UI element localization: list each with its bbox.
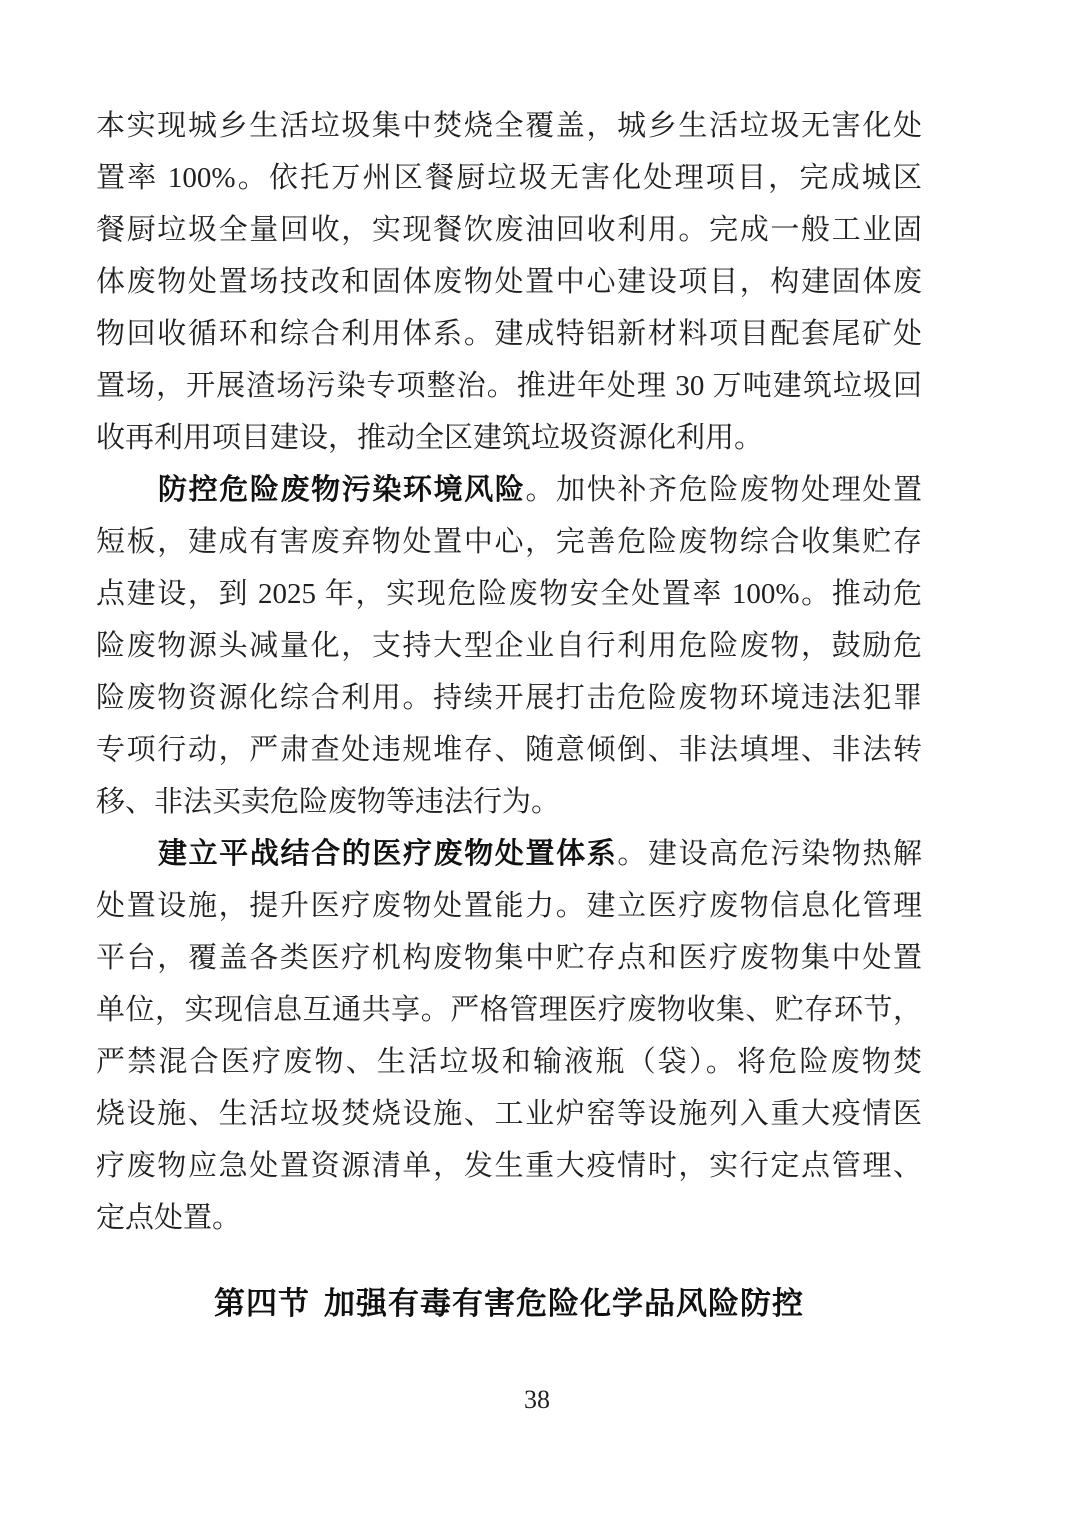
text-line [96, 100, 922, 152]
content-block [96, 100, 922, 1330]
text-line [96, 308, 922, 360]
paragraph-text: 物回收循环和综合利用体系。建成特铝新材料项目配套尾矿处 [96, 318, 922, 350]
paragraph-lead-bold: 建立平战结合的医疗废物处置体系 [158, 838, 618, 870]
section-heading-title: 加强有毒有害危险化学品风险防控 [324, 1286, 804, 1321]
text-line [96, 152, 922, 204]
text-line [96, 932, 922, 984]
text-line [96, 516, 922, 568]
text-line [96, 1036, 922, 1088]
text-line [96, 984, 922, 1036]
paragraph-text: 餐厨垃圾全量回收，实现餐饮废油回收利用。完成一般工业固 [96, 214, 922, 246]
text-line [96, 620, 922, 672]
paragraph-text: 处置设施，提升医疗废物处置能力。建立医疗废物信息化管理 [96, 890, 922, 922]
text-line [96, 464, 922, 516]
section-heading-number: 第四节 [214, 1286, 310, 1321]
paragraph-text: 平台，覆盖各类医疗机构废物集中贮存点和医疗废物集中处置 [96, 942, 922, 974]
paragraph-text: 收再利用项目建设，推动全区建筑垃圾资源化利用。 [96, 422, 764, 454]
body-text [96, 100, 922, 1244]
paragraph-text: 烧设施、生活垃圾焚烧设施、工业炉窑等设施列入重大疫情医 [96, 1098, 922, 1130]
paragraph-text: 置场，开展渣场污染专项整治。推进年处理 30 万吨建筑垃圾回 [96, 370, 922, 402]
paragraph [96, 100, 922, 464]
text-line [96, 1192, 922, 1244]
paragraph-lead-bold: 防控危险废物污染环境风险 [158, 474, 526, 506]
paragraph-text: 单位，实现信息互通共享。严格管理医疗废物收集、贮存环节， [96, 994, 922, 1026]
paragraph-text: 险废物资源化综合利用。持续开展打击危险废物环境违法犯罪 [96, 682, 922, 714]
paragraph-text: 定点处置。 [96, 1202, 242, 1234]
paragraph [96, 464, 922, 828]
paragraph-text: 点建设，到 2025 年，实现危险废物安全处置率 100%。推动危 [96, 578, 922, 610]
paragraph-text: 体废物处置场技改和固体废物处置中心建设项目，构建固体废 [96, 266, 922, 298]
paragraph [96, 828, 922, 1244]
paragraph-text: 专项行动，严肃查处违规堆存、随意倾倒、非法填埋、非法转 [96, 734, 922, 766]
text-line [96, 776, 922, 828]
text-line [96, 360, 922, 412]
paragraph-text: 疗废物应急处置资源清单，发生重大疫情时，实行定点管理、 [96, 1150, 922, 1182]
paragraph-text: 严禁混合医疗废物、生活垃圾和输液瓶（袋）。将危险废物焚 [96, 1046, 922, 1078]
text-line [96, 568, 922, 620]
text-line [96, 880, 922, 932]
text-line [96, 1088, 922, 1140]
paragraph-text: 移、非法买卖危险废物等违法行为。 [96, 786, 561, 818]
paragraph-text: 。加快补齐危险废物处理处置 [525, 474, 922, 506]
section-heading [96, 1278, 922, 1330]
text-line [96, 828, 922, 880]
text-line [96, 412, 922, 464]
paragraph-text: 险废物源头减量化，支持大型企业自行利用危险废物，鼓励危 [96, 630, 922, 662]
text-line [96, 672, 922, 724]
paragraph-text: 。建设高危污染物热解 [617, 838, 922, 870]
text-line [96, 256, 922, 308]
paragraph-text: 置率 100%。依托万州区餐厨垃圾无害化处理项目，完成城区 [96, 162, 922, 194]
paragraph-text: 本实现城乡生活垃圾集中焚烧全覆盖，城乡生活垃圾无害化处 [96, 110, 922, 142]
paragraph-text: 短板，建成有害废弃物处置中心，完善危险废物综合收集贮存 [96, 526, 922, 558]
text-line [96, 1140, 922, 1192]
page-number: 38 [524, 1385, 550, 1414]
text-line [96, 724, 922, 776]
text-line [96, 204, 922, 256]
